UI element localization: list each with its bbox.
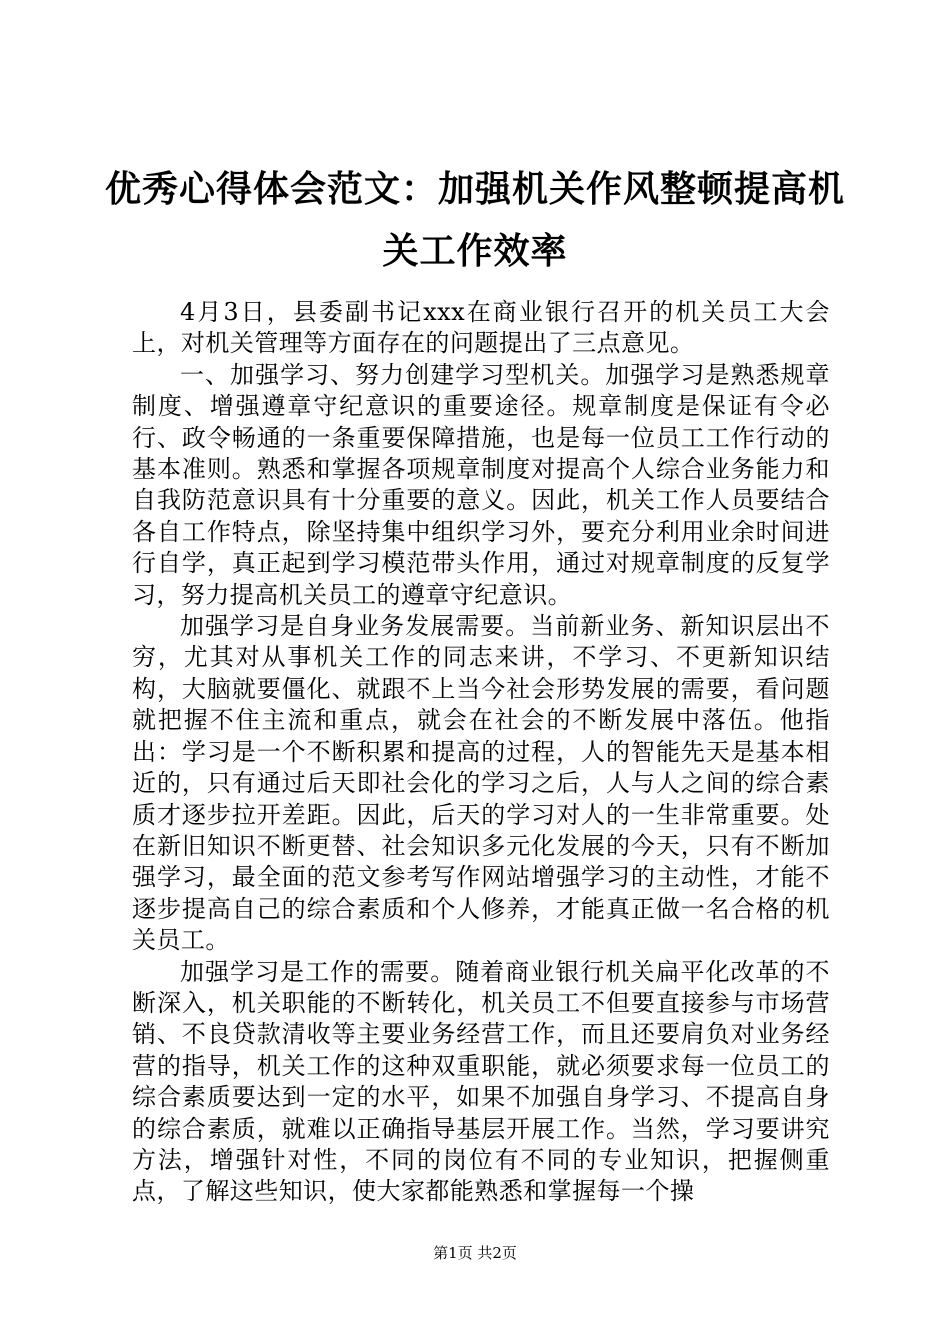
document-title: 优秀心得体会范文：加强机关作风整顿提高机关工作效率 xyxy=(104,168,845,272)
page-number-footer: 第1页 共2页 xyxy=(433,1244,517,1262)
paragraph-self-development: 加强学习是自身业务发展需要。当前新业务、新知识层出不穷，尤其对从事机关工作的同志来讲，不学习、不更新知识结构，大脑就要僵化、就跟不上当今社会形势发展的需要，看问题就把握不住主流和重点，就会在社会的不断发展中落伍。他指出：学习是一个不断积累和提高的过程，人的智能先天是基本相近的，只有通过后天即社会化的学习之后，人与人之间的综合素质才逐步拉开差距。因此，后天的学习对人的一生非常重要。处在新旧知识不断更替、社会知识多元化发展的今天，只有不断加强学习，最全面的范文参考写作网站增强学习的主动性，才能不逐步提高自己的综合素质和个人修养，才能真正做一名合格的机关员工。 xyxy=(132,612,830,955)
paragraph-intro: 4月3日，县委副书记xxx在商业银行召开的机关员工大会上，对机关管理等方面存在的问题提出了三点意见。 xyxy=(132,298,830,358)
paragraph-work-needs: 加强学习是工作的需要。随着商业银行机关扁平化改革的不断深入，机关职能的不断转化，机关员工不但要直接参与市场营销、不良贷款清收等主要业务经营工作，而且还要肩负对业务经营的指导，机关工作的这种双重职能，就必须要求每一位员工的综合素质要达到一定的水平，如果不加强自身学习、不提高自身的综合素质，就难以正确指导基层开展工作。当然，学习要讲究方法，增强针对性，不同的岗位有不同的专业知识，把握侧重点，了解这些知识，使大家都能熟悉和掌握每一个操 xyxy=(132,957,830,1206)
document-body xyxy=(132,297,830,1208)
paragraph-point-one: 一、加强学习、努力创建学习型机关。加强学习是熟悉规章制度、增强遵章守纪意识的重要途径。规章制度是保证有令必行、政令畅通的一条重要保障措施，也是每一位员工工作行动的基本准则。熟悉和掌握各项规章制度对提高个人综合业务能力和自我防范意识具有十分重要的意义。因此，机关工作人员要结合各自工作特点，除坚持集中组织学习外，要充分利用业余时间进行自学，真正起到学习模范带头作用，通过对规章制度的反复学习，努力提高机关员工的遵章守纪意识。 xyxy=(132,360,830,609)
